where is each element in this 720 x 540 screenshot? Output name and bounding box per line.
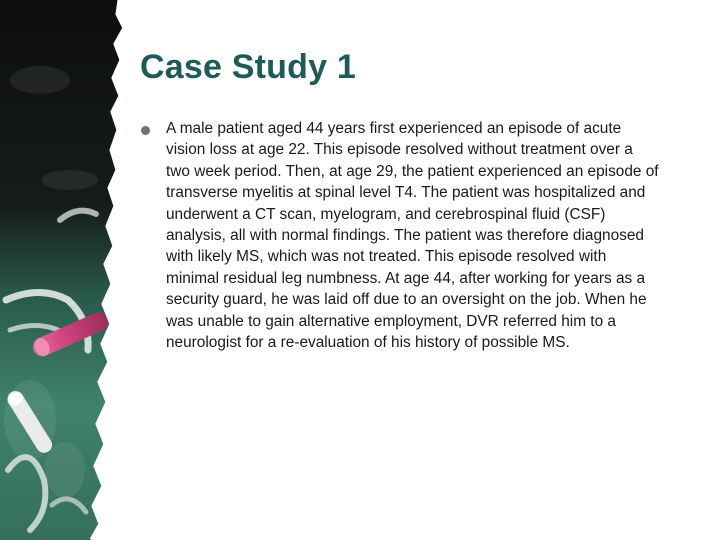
bullet-marker-icon — [141, 126, 150, 135]
case-description-text: A male patient aged 44 years first experienced an episode of acute vision loss at age 22. This episode resolved without treatment over a two week period. Then, at age 29, the patient experienced an episode of transverse myelitis at spinal level T4. The patient was hospitalized and underwent a CT scan, myelogram, and cerebrospinal fluid (CSF) analysis, all with normal findings. The patient was therefore diagnosed with likely MS, which was not treated. This episode resolved with minimal residual leg numbness. At age 44, after working for years as a security guard, he was laid off due to an oversight on the job. When he was unable to gain alternative employment, DVR referred him to a neurologist for a re-evaluation of his history of possible MS. — [166, 120, 659, 352]
bullet-list — [140, 118, 660, 353]
bullet-item — [140, 118, 660, 353]
slide-title: Case Study 1 — [140, 48, 356, 86]
